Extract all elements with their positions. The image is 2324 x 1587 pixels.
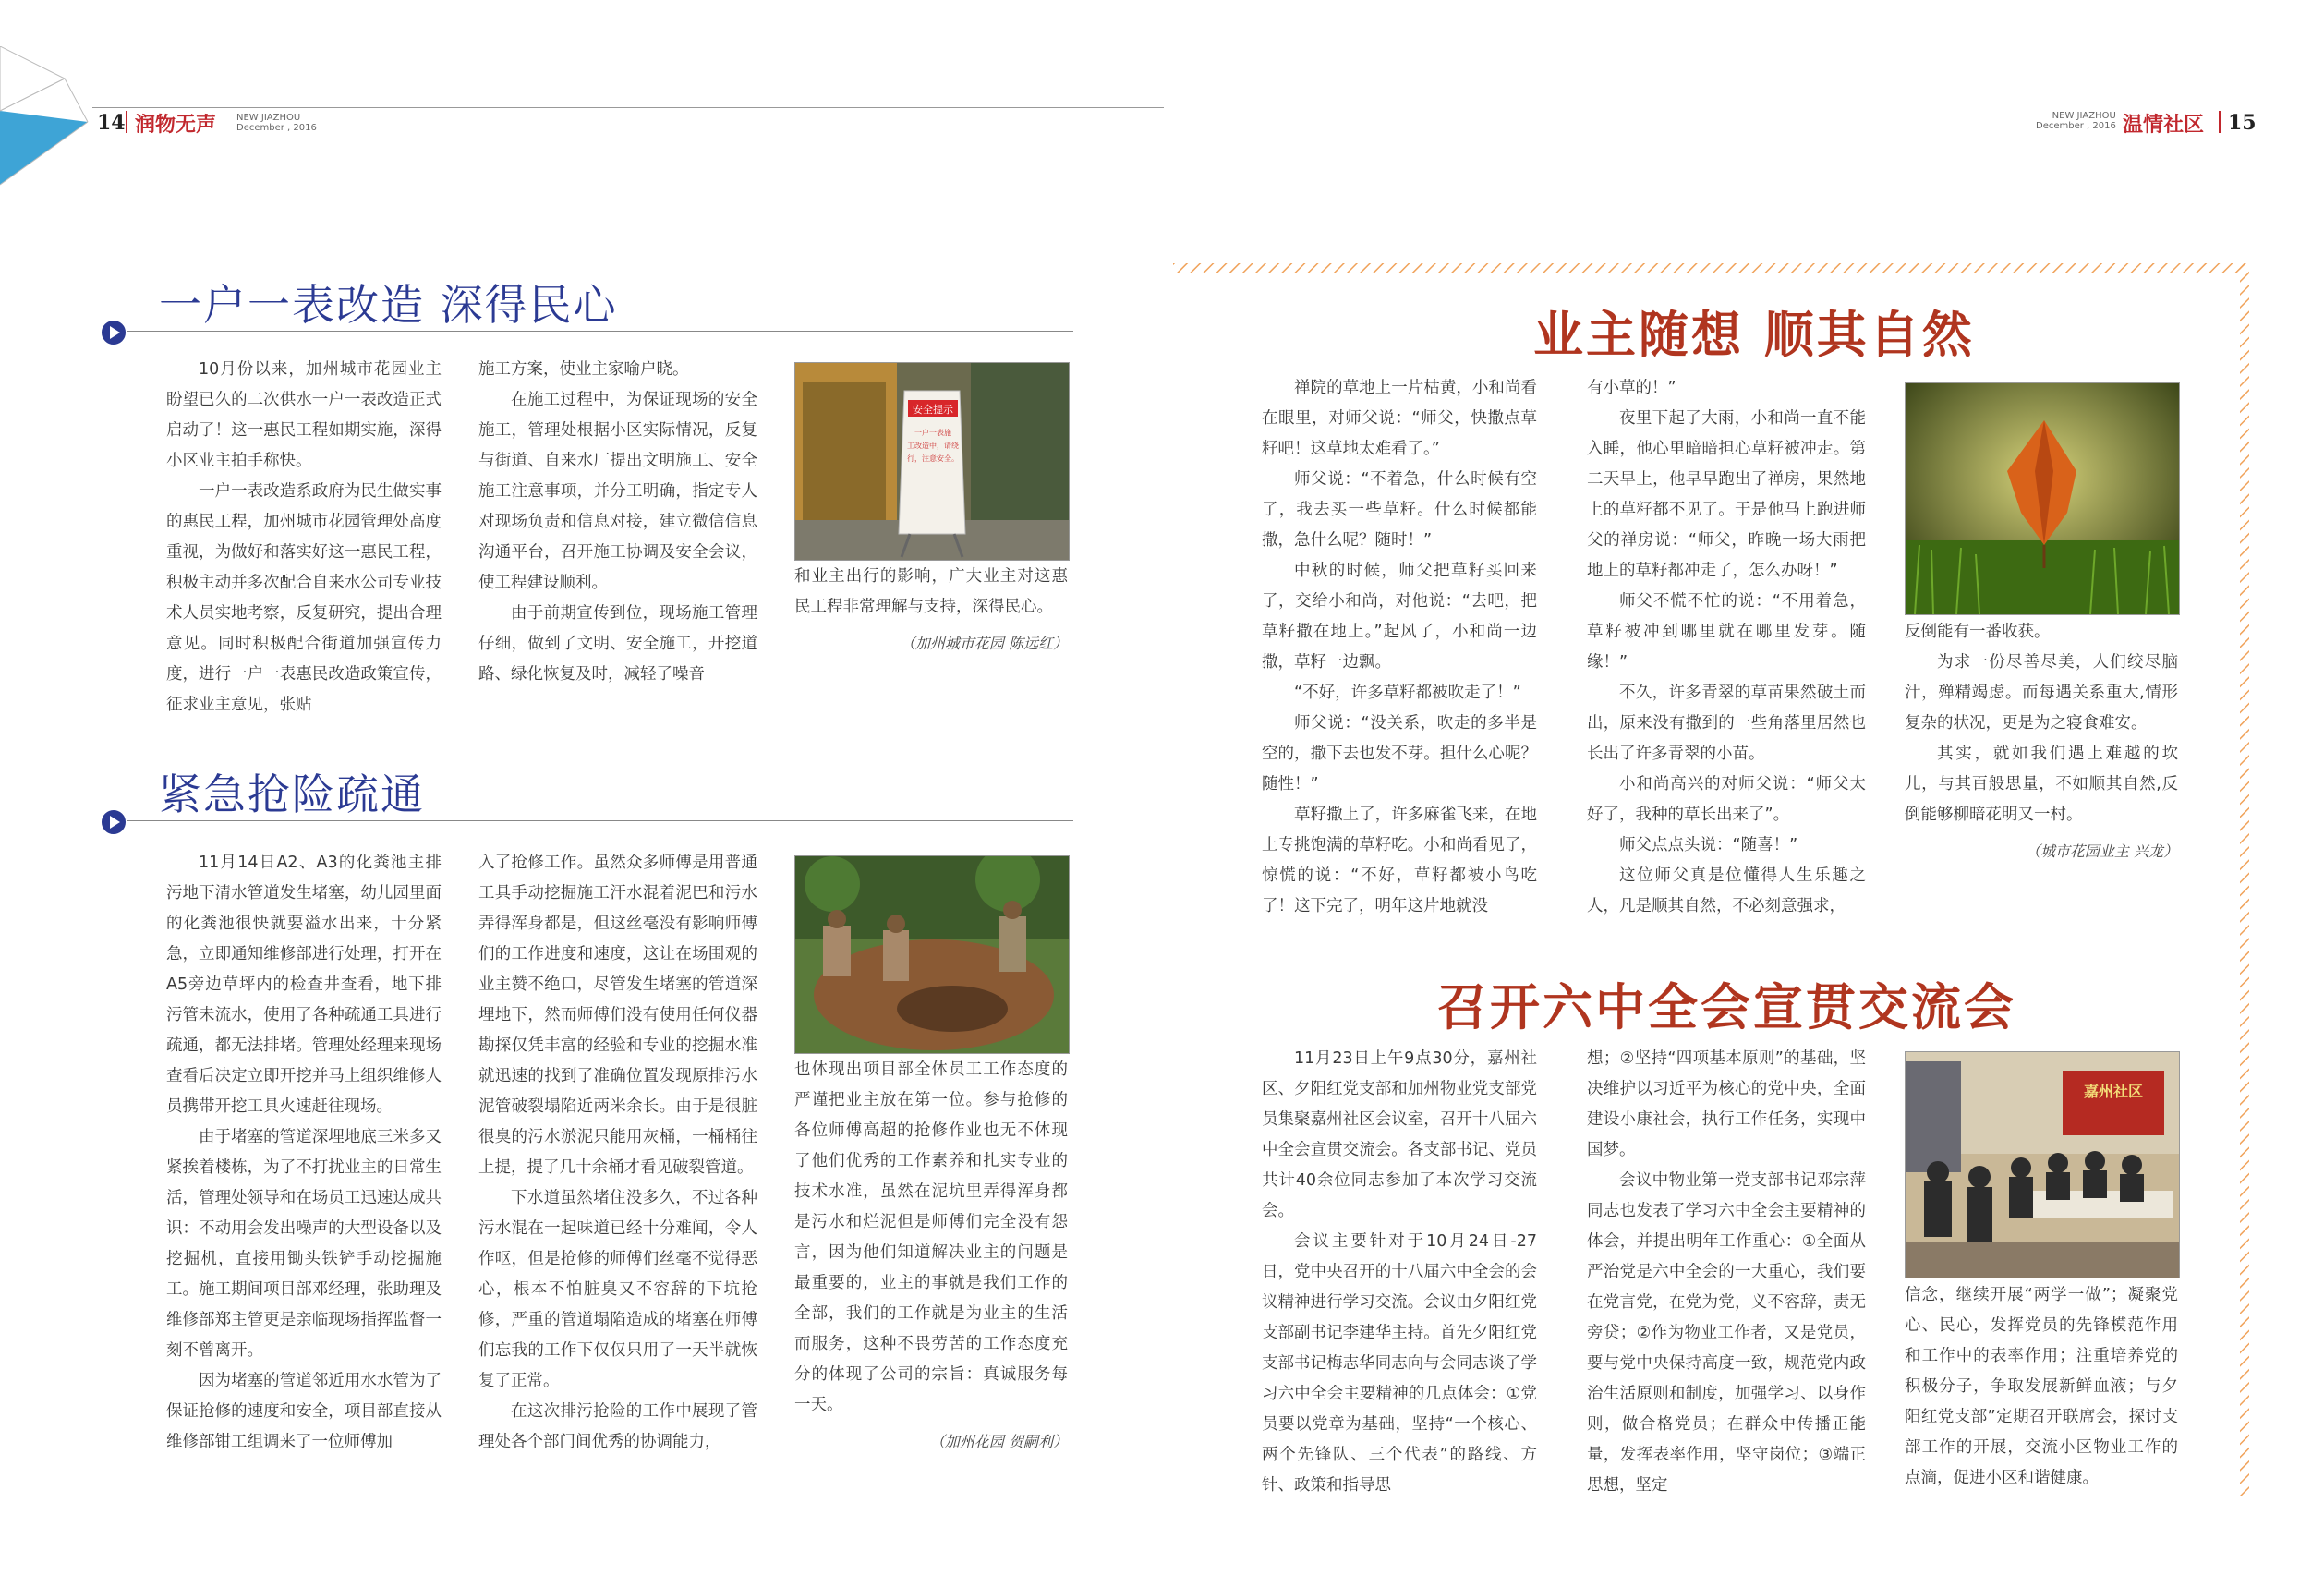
play-bullet-icon [98,317,129,348]
sign-line: 行，注意安全。 [907,454,959,463]
paragraph: 也体现出项目部全体员工工作态度的严谨把业主放在第一位。参与抢修的各位师傅高超的抢修作业也无不体现了他们优秀的工作素养和扎实专业的技术水准，虽然在泥坑里弄得浑身都是污水和烂泥但是师傅们完全没有怨言，因为他们知道解决业主的问题是最重要的，业主的事就是我们工作的全部，我们的工作就是为业主的生活而服务，这种不畏劳苦的工作态度充分的体现了公司的宗旨：真诚服务每一天。 [794,1060,1068,1414]
paragraph: 小和尚高兴的对师父说：“师父太好了，我种的草长出来了”。 [1587,775,1866,824]
article4-caption [1905,1280,2178,1494]
play-bullet-icon [98,806,129,838]
article4-col2 [1587,1044,1866,1501]
paragraph: 师父点点头说：“随喜！” [1619,836,1798,854]
paragraph: 草籽撒上了，许多麻雀飞来，在地上专挑饱满的草籽吃。小和尚看见了，惊慌的说：“不好，草籽都被小鸟吃了！这下完了，明年这片地就没 [1262,806,1537,915]
header-divider-left [126,111,127,133]
sign-line: 工改造中，请绕 [907,442,959,450]
paragraph: 11月14日A2、A3的化粪池主排污地下清水管道发生堵塞，幼儿园里面的化粪池很快就要溢水出来，十分紧急，立即通知维修部进行处理，打开在A5旁边草坪内的检查井查看，地下排污管未流水，使用了各种疏通工具进行疏通，都无法排堵。管理处经理来现场查看后决定立即开挖并马上组织维修人员携带开挖工具火速赶往现场。 [166,854,442,1116]
brand-right [2036,111,2116,131]
brand-date-left: December , 2016 [236,123,317,133]
byline: （城市花园业主 兴龙） [2025,842,2178,860]
paragraph: 10月份以来，加州城市花园业主盼望已久的二次供水一户一表改造正式启动了！这一惠民工程如期实施，深得小区业主拍手称快。 [166,360,442,470]
brand-name-left: NEW JIAZHOU [236,113,301,123]
article4-title: 召开六中全会宣贯交流会 [1437,977,2016,1036]
article1-caption [794,562,1068,659]
paragraph: 禅院的草地上一片枯黄，小和尚看在眼里，对师父说：“师父，快撒点草籽吧！这草地太难看了。” [1262,379,1537,458]
meeting-photo [1905,1051,2180,1278]
byline: （加州城市花园 陈远红） [900,635,1068,652]
paragraph: 入了抢修工作。虽然众多师傅是用普通工具手动挖掘施工汗水混着泥巴和污水弄得浑身都是，但这丝毫没有影响师傅们的工作进度和速度，这让在场围观的业主赞不绝口，尽管发生堵塞的管道深埋地下，然而师傅们没有使用任何仪器勘探仅凭丰富的经验和专业的挖掘水准就迅速的找到了准确位置发现原排污水泥管破裂塌陷近两米余长。由于是很脏很臭的污水淤泥只能用灰桶，一桶桶往上提，提了几十余桶才看见破裂管道。 [478,854,757,1177]
article3-col1 [1262,373,1537,922]
paragraph: 不久，许多青翠的草苗果然破土而出，原来没有撒到的一些角落里居然也长出了许多青翠的小苗。 [1587,684,1866,763]
article1-col2 [478,355,757,690]
paragraph: 反倒能有一番收获。 [1905,623,2051,641]
paragraph: 为求一份尽善尽美，人们绞尽脑汁，殚精竭虑。而每遇关系重大,情形复杂的状况，更是为之寝食难安。 [1905,653,2178,733]
article1-title: 一户一表改造 深得民心 [159,280,618,330]
paragraph: 夜里下起了大雨，小和尚一直不能入睡，他心里暗暗担心草籽被冲走。第二天早上，他早早跑出了禅房，果然地上的草籽都不见了。于是他马上跑进师父的禅房说：“师父，昨晚一场大雨把地上的草籽都冲走了，怎么办呀！” [1587,409,1866,580]
paragraph: 在施工过程中，为保证现场的安全施工，管理处根据小区实际情况，反复与街道、自来水厂提出文明施工、安全施工注意事项，并分工明确，指定专人对现场负责和信息对接，建立微信信息沟通平台，召开施工协调及安全会议，使工程建设顺利。 [478,391,757,592]
paragraph: 师父说：“不着急，什么时候有空了，我去买一些草籽。什么时候都能撒，急什么呢？随时！” [1262,470,1537,550]
brand-name-right: NEW JIAZHOU [2052,111,2116,121]
sign-line: 一户一表施 [914,429,951,437]
brand-left [236,113,317,133]
section-title-left: 润物无声 [135,114,217,137]
article1-title-rule [115,331,1073,332]
paragraph: 下水道虽然堵住没多久，不过各种污水混在一起味道已经十分难闻，令人作呕，但是抢修的师傅们丝毫不觉得恶心，根本不怕脏臭又不容辞的下坑抢修，严重的管道塌陷造成的堵塞在师傅们忘我的工作下仅仅只用了一天半就恢复了正常。 [478,1189,757,1390]
header-rule-left [92,107,1164,108]
construction-photo [794,362,1070,561]
sign-line: 安全提示 [913,404,953,416]
autumn-leaf-photo [1905,382,2180,615]
paragraph: 因为堵塞的管道邻近用水水管为了保证抢修的速度和安全，项目部直接从维修部钳工组调来了一位师傅加 [166,1372,442,1451]
section-title-right: 温情社区 [2123,114,2205,137]
paragraph: 师父说：“没关系，吹走的多半是空的，撒下去也发不芽。担什么心呢？随性！” [1262,714,1537,794]
paragraph: 信念，继续开展“两学一做”；凝聚党心、民心，发挥党员的先锋模范作用和工作中的表率作用；注重培养党的积极分子，争取发展新鲜血液；与夕阳红党支部”定期召开联席会，探讨支部工作的开展，交流小区物业工作的点滴，促进小区和谐健康。 [1905,1286,2178,1487]
paragraph: 中秋的时候，师父把草籽买回来了，交给小和尚，对他说：“去吧，把草籽撒在地上。”起风了，小和尚一边撒，草籽一边飘。 [1262,562,1537,672]
repair-work-photo [794,855,1070,1054]
paragraph: 由于前期宣传到位，现场施工管理仔细，做到了文明、安全施工，开挖道路、绿化恢复及时，减轻了噪音 [478,604,757,684]
article3-col2 [1587,373,1866,922]
article2-col2 [478,848,757,1458]
paragraph: “不好，许多草籽都被吹走了！” [1294,684,1521,702]
paragraph: 想；②坚持“四项基本原则”的基础，坚决维护以习近平为核心的党中央，全面建设小康社会，执行工作任务，实现中国梦。 [1587,1049,1866,1159]
paragraph: 施工方案，使业主家喻户晓。 [478,360,689,379]
article2-caption [794,1055,1068,1457]
header-divider-right [2219,111,2221,133]
paragraph: 有小草的！” [1587,379,1676,397]
article2-col1 [166,848,442,1458]
article3-caption [1905,617,2178,866]
article2-title-rule [115,820,1073,821]
paragraph: 一户一表改造系政府为民生做实事的惠民工程，加州城市花园管理处高度重视，为做好和落实好这一惠民工程，积极主动并多次配合自来水公司专业技术人员实地考察，反复研究，提出合理意见。同时积极配合街道加强宣传力度，进行一户一表惠民改造政策宣传，征求业主意见，张贴 [166,482,442,714]
byline: （加州花园 贺嗣利） [929,1433,1068,1450]
paragraph: 由于堵塞的管道深埋地底三米多又紧挨着楼栋，为了不打扰业主的日常生活，管理处领导和在场员工迅速达成共识：不动用会发出噪声的大型设备以及挖掘机，直接用锄头铁铲手动挖掘施工。施工期间项目部邓经理，张助理及维修部郑主管更是亲临现场指挥监督一刻不曾离开。 [166,1128,442,1360]
paragraph: 其实，就如我们遇上难越的坎儿，与其百般思量，不如顺其自然,反倒能够柳暗花明又一村。 [1905,745,2178,824]
page-number-left: 14 [97,111,126,135]
corner-arrow-decoration [0,46,111,194]
page-number-right: 15 [2228,111,2257,135]
banner-text: 嘉州社区 [2083,1083,2144,1100]
paragraph: 和业主出行的影响，广大业主对这惠民工程非常理解与支持，深得民心。 [794,567,1068,616]
paragraph: 这位师父真是位懂得人生乐趣之人，凡是顺其自然，不必刻意强求， [1587,866,1866,915]
paragraph: 11月23日上午9点30分，嘉州社区、夕阳红党支部和加州物业党支部党员集聚嘉州社区会议室，召开十八届六中全会宣贯交流会。各支部书记、党员共计40余位同志参加了本次学习交流会。 [1262,1049,1537,1220]
article3-title: 业主随想 顺其自然 [1533,305,1975,364]
article4-col1 [1262,1044,1537,1501]
brand-date-right: December , 2016 [2036,121,2116,131]
paragraph: 会议主要针对于10月24日-27日，党中央召开的十八届六中全会的会议精神进行学习交流。会议由夕阳红党支部副书记李建华主持。首先夕阳红党支部书记梅志华同志向与会同志谈了学习六中全会主要精神的几点体会：①党员要以党章为基础，坚持“一个核心、两个先锋队、三个代表”的路线、方针、政策和指导思 [1262,1232,1537,1495]
article2-title: 紧急抢险疏通 [159,769,425,819]
paragraph: 师父不慌不忙的说：“不用着急，草籽被冲到哪里就在哪里发芽。随缘！” [1587,592,1866,672]
paragraph: 在这次排污抢险的工作中展现了管理处各个部门间优秀的协调能力， [478,1402,757,1451]
article1-col1 [166,355,442,721]
paragraph: 会议中物业第一党支部书记邓宗萍同志也发表了学习六中全会主要精神的体会，并提出明年工作重心：①全面从严治党是六中全会的一大重心，我们要在党言党，在党为党，义不容辞，责无旁贷；②作为物业工作者，又是党员，要与党中央保持高度一致，规范党内政治生活原则和制度，加强学习、以身作则，做合格党员；在群众中传播正能量，发挥表率作用，坚守岗位；③端正思想，坚定 [1587,1171,1866,1495]
